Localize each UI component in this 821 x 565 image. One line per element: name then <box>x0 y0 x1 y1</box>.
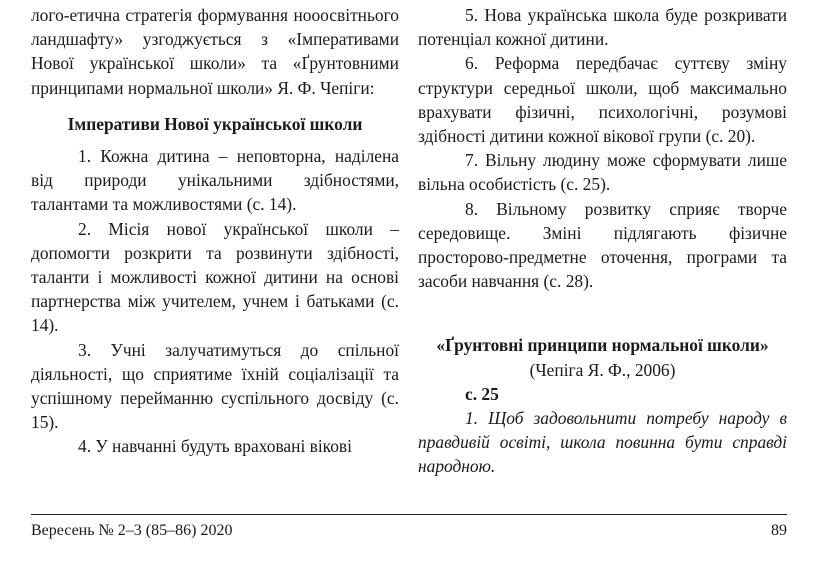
section-heading-principles <box>418 333 787 381</box>
page-number: 89 <box>771 522 787 539</box>
page-reference: с. 25 <box>465 383 499 404</box>
list-item: 3. Учні залучатимуться до спільної діяльності, що сприятиме їхній соціалізації та успішному перейманню суспільного досвіду (с. 15). <box>31 339 399 433</box>
list-item: 7. Вільну людину може сформувати лише вільна особистість (с. 25). <box>418 150 787 195</box>
intro-paragraph: лого-етична стратегія формування нооосвітнього ландшафту» узгоджується з «Імперативами Нової української школи» та «Ґрунтовними принципами нормальної школи» Я. Ф. Чепіги: <box>31 5 399 98</box>
section-heading-imperatives: Імперативи Нової української школи <box>67 113 363 134</box>
heading-citation: (Чепіга Я. Ф., 2006) <box>529 359 676 380</box>
right-column <box>418 3 787 479</box>
footer-issue: Вересень № 2–3 (85–86) 2020 <box>31 522 233 539</box>
list-item: 1. Кожна дитина – неповторна, наділена від природи унікальними здібностями, талантами та можливостями (с. 14). <box>31 146 399 215</box>
left-column <box>31 3 399 459</box>
list-item: 8. Вільному розвитку сприяє творче середовище. Зміні підлягають фізичне просторово-предметне оточення, програми та засоби навчання (с. 28). <box>418 198 787 292</box>
list-item: 4. У навчанні будуть враховані вікові <box>78 436 352 457</box>
list-item: 2. Місія нової української школи – допомогти розкрити та розвинути здібності, таланти і можливості кожної дитини на основі партнерства між учителем, учнем і батьками (с. 14). <box>31 218 399 336</box>
footer-divider <box>31 514 787 515</box>
list-item: 5. Нова українська школа буде розкривати потенціал кожної дитини. <box>418 5 787 50</box>
list-item: 6. Реформа передбачає суттєву зміну структури середньої школи, щоб максимально врахувати фізичні, психологічні, розумові здібності дитини кожної вікової групи (с. 20). <box>418 53 787 147</box>
quote-paragraph: 1. Щоб задовольнити потребу народу в правдивій освіті, школа повинна бути справді народною. <box>418 408 787 477</box>
heading-title: «Ґрунтовні принципи нормальної школи» <box>436 335 769 356</box>
